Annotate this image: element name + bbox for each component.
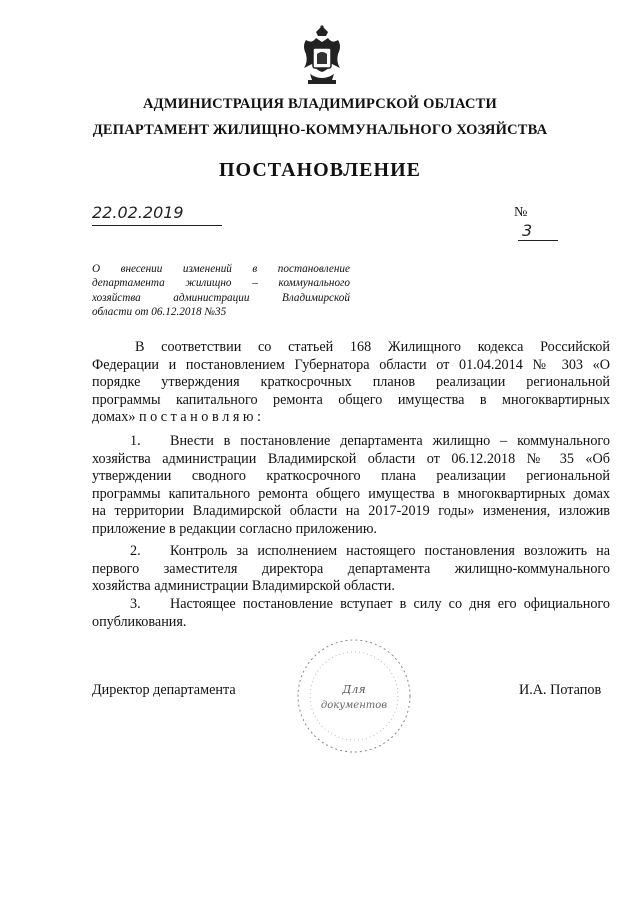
preamble-line: порядке утверждения краткосрочных планов реализации региональной: [92, 374, 610, 391]
stamp-text-line: документов: [320, 700, 388, 711]
item-line: приложение в редакции согласно приложению.: [92, 520, 377, 537]
organization-name: АДМИНИСТРАЦИЯ ВЛАДИМИРСКОЙ ОБЛАСТИ: [143, 96, 497, 112]
item-line: утверждении сводного краткосрочного плана реализации региональной: [92, 468, 610, 485]
stamp-seal-icon: [294, 636, 414, 756]
preamble-paragraph: [92, 339, 610, 427]
coat-of-arms-icon: [298, 24, 346, 88]
department-name: ДЕПАРТАМЕНТ ЖИЛИЩНО-КОММУНАЛЬНОГО ХОЗЯЙСТВА: [92, 122, 548, 138]
document-date: [92, 203, 222, 226]
number-label: №: [514, 205, 528, 220]
stamp-text-line: Для: [342, 683, 366, 696]
number-value: 3: [518, 221, 558, 241]
item-number: 2.: [130, 543, 141, 559]
signatory-position: Директор департамента: [92, 682, 236, 698]
item-line: хозяйства администрации Владимирской области от 06.12.2018 № 35 «Об: [92, 450, 610, 467]
item-number: 1.: [130, 433, 141, 449]
coat-of-arms-emblem: [298, 24, 346, 88]
subject-line: области от 06.12.2018 №35: [92, 306, 227, 319]
preamble-line: программы капитального ремонта общего имущества в многоквартирных: [92, 391, 610, 408]
document-date-value: 22.02.2019: [92, 203, 184, 222]
preamble-line: В соответствии со статьей 168 Жилищного кодекса Российской: [135, 339, 610, 355]
subject-line: хозяйства администрации Владимирской: [92, 291, 350, 304]
resolution-item-2: [92, 543, 610, 596]
item-line: программы капитального ремонта общего имущества в многоквартирных домах: [92, 485, 610, 502]
item-line: опубликования.: [92, 613, 187, 630]
preamble-line: домах» п о с т а н о в л я ю :: [92, 409, 261, 426]
item-first-line: [92, 596, 610, 614]
item-line: первого заместителя директора департамента жилищно-коммунального: [92, 560, 610, 577]
subject-line: департамента жилищно – коммунального: [92, 277, 350, 290]
item-line: на территории Владимирской области на 2017-2019 годы» изменения, изложив: [92, 503, 610, 520]
resolution-item-1: [92, 433, 610, 539]
official-stamp: [294, 636, 414, 756]
item-line: хозяйства администрации Владимирской области.: [92, 578, 395, 595]
item-first-line: [92, 543, 610, 561]
item-first-line: [92, 433, 610, 451]
preamble-line: Федерации и постановлением Губернатора области от 01.04.2014 № 303 «О: [92, 356, 610, 373]
document-number: [514, 203, 572, 240]
signatory-name: И.А. Потапов: [519, 682, 602, 698]
document-subject: [92, 262, 350, 320]
document-type-title: ПОСТАНОВЛЕНИЕ: [219, 159, 421, 181]
subject-line: О внесении изменений в постановление: [92, 263, 350, 275]
item-line: Контроль за исполнением настоящего постановления возложить на: [170, 543, 610, 559]
item-line: Внести в постановление департамента жилищно – коммунального: [170, 433, 610, 449]
item-number: 3.: [130, 596, 141, 612]
resolution-item-3: [92, 596, 610, 631]
item-line: Настоящее постановление вступает в силу со дня его официального: [170, 596, 610, 612]
